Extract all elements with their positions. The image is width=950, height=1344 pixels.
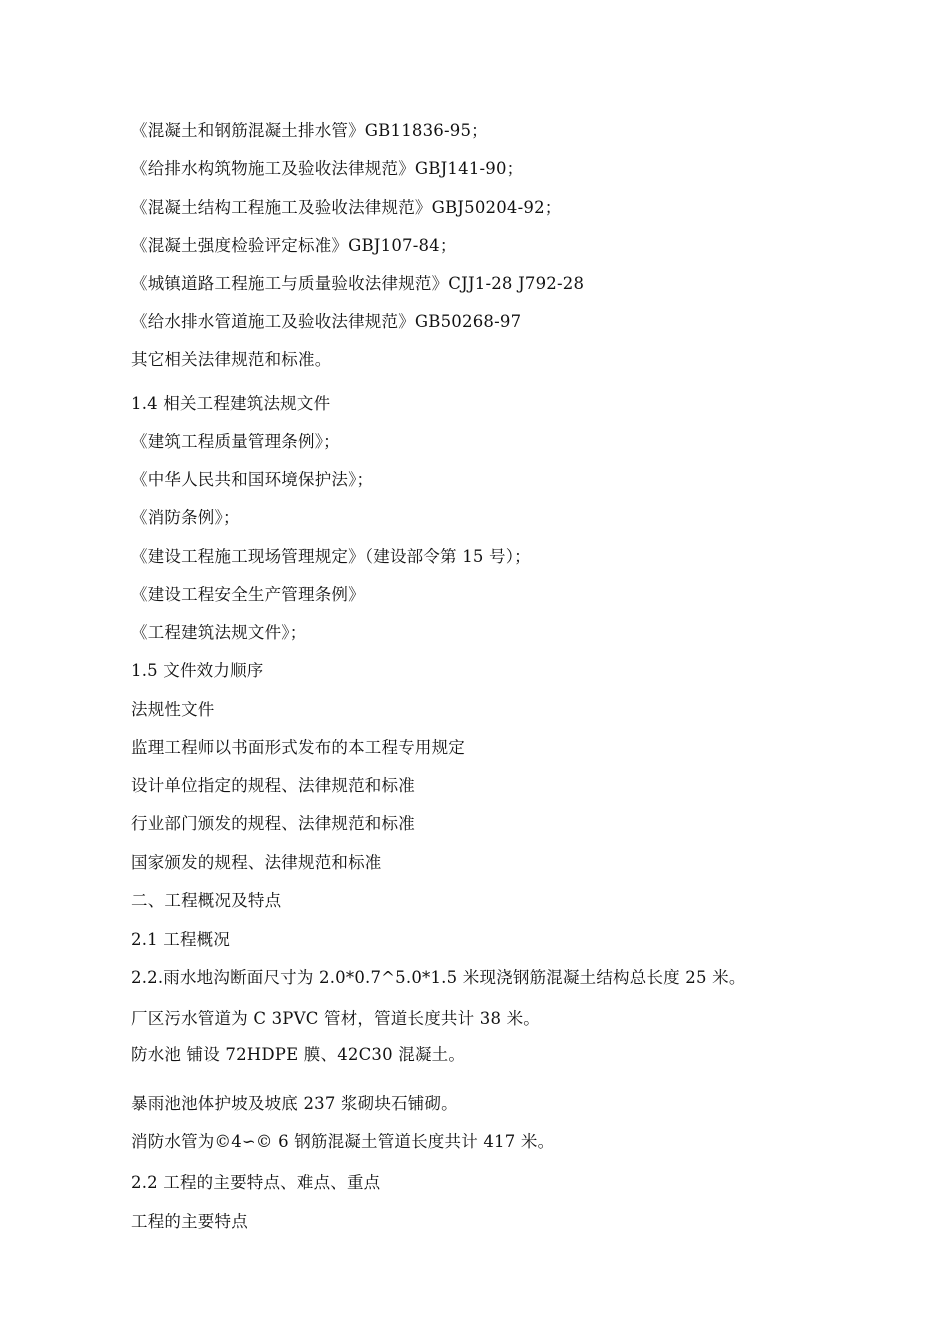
- section-heading: 2.1 工程概况: [131, 930, 231, 949]
- text-line: 行业部门颁发的规程、法律规范和标准: [131, 814, 415, 833]
- text-line: 《消防条例》；: [131, 508, 240, 527]
- text-line: 厂区污水管道为 C 3PVC 管材，管道长度共计 38 米。: [131, 1009, 540, 1028]
- section-heading: 1.4 相关工程建筑法规文件: [131, 394, 331, 413]
- section-heading: 2.2 工程的主要特点、难点、重点: [131, 1173, 381, 1192]
- text-line: 法规性文件: [131, 700, 215, 719]
- text-line: 《建设工程安全生产管理条例》: [131, 585, 365, 604]
- text-line: 《工程建筑法规文件》；: [131, 623, 307, 642]
- text-line: 《给排水构筑物施工及验收法律规范》GBJ141-90；: [131, 159, 524, 178]
- text-line: 《建筑工程质量管理条例》；: [131, 432, 340, 451]
- section-heading: 1.5 文件效力顺序: [131, 661, 264, 680]
- text-line: 2.2.雨水地沟断面尺寸为 2.0*0.7^5.0*1.5 米现浇钢筋混凝土结构总长度 25 米。: [131, 968, 746, 987]
- text-line: 监理工程师以书面形式发布的本工程专用规定: [131, 738, 465, 757]
- text-line: 消防水管为©4∽© 6 钢筋混凝土管道长度共计 417 米。: [131, 1132, 555, 1151]
- text-line: 暴雨池池体护坡及坡底 237 浆砌块石铺砌。: [131, 1094, 458, 1113]
- text-line: 《城镇道路工程施工与质量验收法律规范》CJJ1-28 J792-28: [131, 274, 585, 293]
- text-line: 《混凝土强度检验评定标准》GBJ107-84；: [131, 236, 457, 255]
- text-line: 《混凝土结构工程施工及验收法律规范》GBJ50204-92；: [131, 198, 562, 217]
- text-line: 防水池 铺设 72HDPE 膜、42C30 混凝土。: [131, 1045, 466, 1064]
- text-line: 《中华人民共和国环境保护法》；: [131, 470, 374, 489]
- chapter-heading: 二、工程概况及特点: [131, 891, 282, 910]
- text-line: 《给水排水管道施工及验收法律规范》GB50268-97: [131, 312, 522, 331]
- text-line: 国家颁发的规程、法律规范和标准: [131, 853, 382, 872]
- text-line: 设计单位指定的规程、法律规范和标准: [131, 776, 415, 795]
- text-line: 《建设工程施工现场管理规定》（建设部令第 15 号）；: [131, 547, 531, 566]
- text-line: 《混凝土和钢筋混凝土排水管》GB11836-95；: [131, 121, 488, 140]
- text-line: 其它相关法律规范和标准。: [131, 350, 332, 369]
- text-line: 工程的主要特点: [131, 1212, 248, 1231]
